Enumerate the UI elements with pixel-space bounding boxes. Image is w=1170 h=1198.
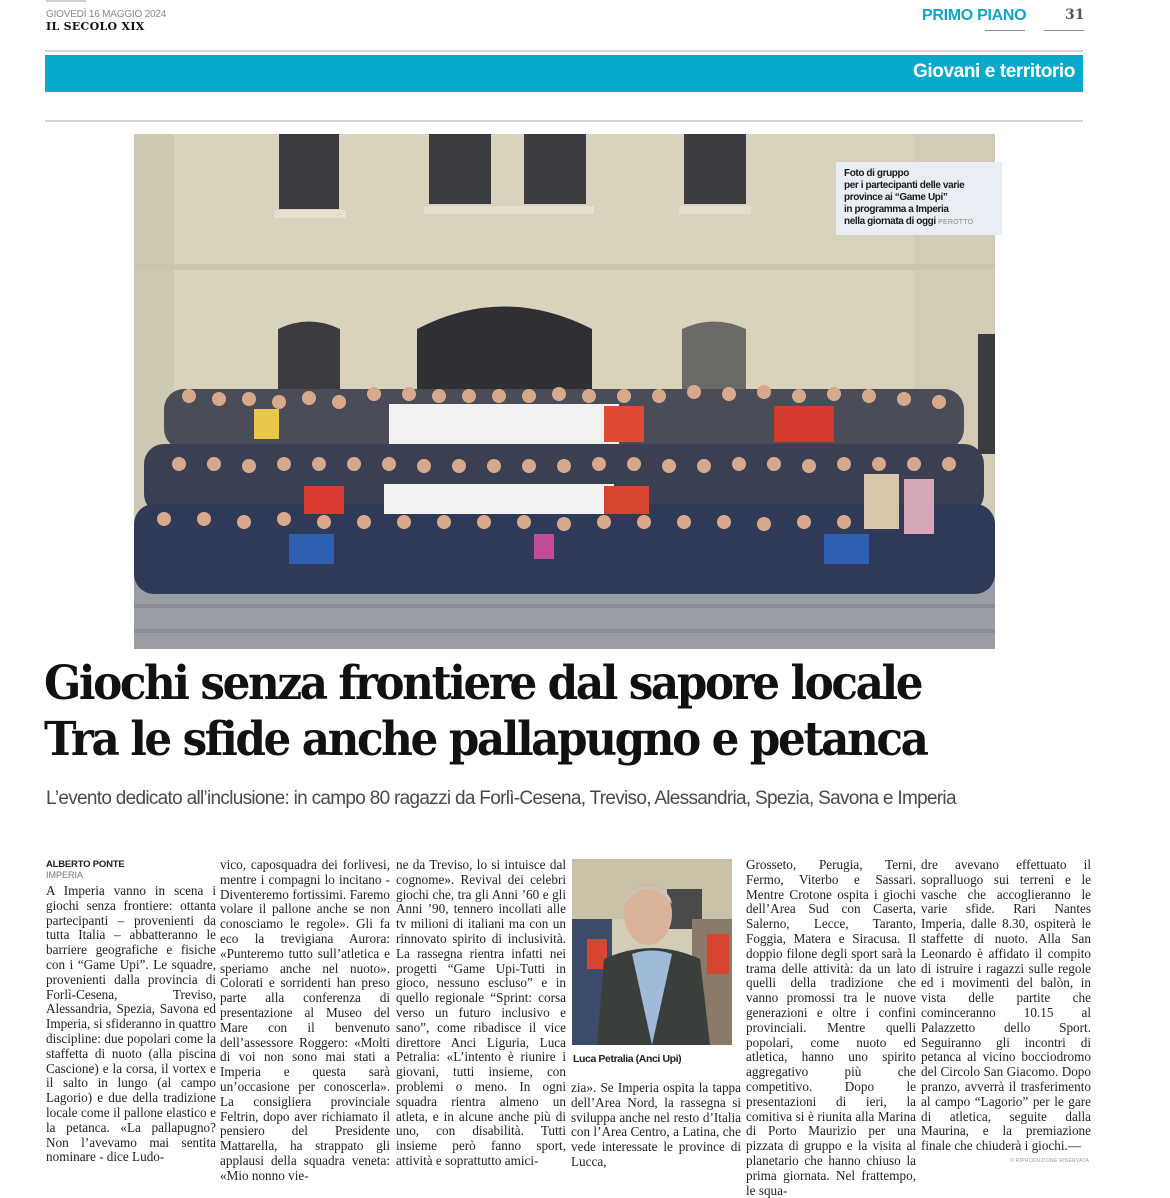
copyright-notice: © RIPRODUZIONE RISERVATA <box>1010 1158 1090 1164</box>
article-column-5: Grosseto, Perugia, Terni, Fermo, Viterbo e Sassari. Mentre Crotone ospita i giochi dell’Area Sud con Caserta, Salerno, Lecce, Taranto, Foggia, Matera e Siracusa. Il doppio filone degli sport sarà la trama delle attività: da un lato quelli della tradizione che vanno promossi tra le nuove generazioni e oltre i confini provinciali. Mentre quelli popolari, come nuoto ed atletica, hanno uno spirito aggregativo più che competitivo. Dopo le presentazioni di ieri, la comitiva si è riunita alla Marina di Porto Maurizio per una pizzata di gruppo e la visita al planetario che hanno chiuso la prima giornata. Nel frattempo, le squa- <box>746 857 916 1198</box>
photo-caption-line: nella giornata di oggi <box>844 216 936 227</box>
article-column-4: zia». Se Imperia ospita la tappa dell’Area Nord, la rassegna si sviluppa anche nel resto d’Italia con l’Area Centro, a Latina, che vede interessate le province di Lucca, <box>571 1080 741 1169</box>
article-column-3: ne da Treviso, lo si intuisce dal cognome». Revival dei celebri giochi che, tra gli Anni ’60 e gli Anni ’90, tennero incollati alle tv milioni di italiani ma con un rinnovato spirito di inclusività. La rassegna rientra infatti nei progetti “Game Upi-Tutti in gioco, nessuno escluso” e in quello regionale “Sprint: corsa verso un futuro inclusivo e sano”, come ribadisce il vice direttore Anci Liguria, Luca Petralia: «L’intento è riunire i giovani, tutti insieme, con problemi o meno. In ogni squadra rientra almeno un atleta, e in alcune anche più di uno, con disabilità. Tutti insieme però fanno sport, attività e soprattutto amici- <box>396 857 566 1168</box>
headline-line-2: Tra le sfide anche pallapugno e petanca <box>44 712 927 767</box>
section-underline <box>985 30 1025 31</box>
dateline: IMPERIA <box>46 870 84 880</box>
portrait-illustration <box>572 859 732 1045</box>
photo-caption <box>836 162 1002 235</box>
issue-date: GIOVEDÌ 16 MAGGIO 2024 <box>46 9 167 20</box>
photo-caption-line: Foto di gruppo <box>844 168 909 179</box>
pageno-underline <box>1044 30 1084 31</box>
photo-credit: PEROTTO <box>938 219 974 226</box>
headline-line-1: Giochi senza frontiere dal sapore locale <box>44 656 922 711</box>
photo-caption-line: province ai “Game Upi” <box>844 192 948 203</box>
inset-photo-caption: Luca Petralia (Anci Upi) <box>573 1053 682 1065</box>
divider-below-band <box>45 120 1083 122</box>
headline <box>44 656 1021 768</box>
photo-caption-line: per i partecipanti delle varie <box>844 180 965 191</box>
article-column-6: dre avevano effettuato il sopralluogo sui terreni e le vasche che accoglieranno le varie sfide. Rari Nantes Imperia, dalle 8.30, ospiterà le staffette di nuoto. Alla San Leonardo è affidato il compito di istruire i ragazzi sulle regole ed i movimenti del balòn, in vista delle partite che cominceranno 10.15 al Palazzetto dello Sport. Seguiranno gli incontri di petanca al vicino bocciodromo del Circolo San Giacomo. Dopo pranzo, avverrà il trasferimento al campo “Lagorio” per le gare di atletica, seguite dalla Maurina, e la premiazione finale che chiuderà i giochi.— <box>921 857 1091 1154</box>
masthead-rule <box>46 0 86 2</box>
section-band <box>45 55 1083 92</box>
section-label: PRIMO PIANO <box>922 7 1027 24</box>
inset-portrait-photo <box>572 859 732 1045</box>
subheadline: L’evento dedicato all’inclusione: in campo 80 ragazzi da Forlì-Cesena, Treviso, Alessandria, Spezia, Savona e Imperia <box>46 788 956 809</box>
photo-caption-line: in programma a Imperia <box>844 204 949 215</box>
page-number: 31 <box>1065 7 1085 23</box>
divider-top <box>45 50 1083 52</box>
article-column-1: A Imperia vanno in scena i giochi senza frontiere: ottanta partecipanti – provenienti da tutta Italia – abbatteranno le barriere geografiche e fisiche con i “Game Upi”. Le squadre, provenienti dalla provincia di Forlì-Cesena, Treviso, Alessandria, Spezia, Savona ed Imperia, si sfideranno in quattro discipline: due popolari come la staffetta di nuoto (alla piscina Cascione) e la corsa, il vortex e il salto in lungo (al campo Lagorio) e due della tradizione locale come il pallone elastico e la petanca. «La pallapugno? Non l’avevamo mai sentita nominare - dice Ludo- <box>46 883 216 1165</box>
newspaper-name: IL SECOLO XIX <box>46 20 145 33</box>
article-column-2: vico, caposquadra dei forlivesi, mentre i compagni lo incitano - Diventeremo fortissimi. Faremo volare il pallone anche se non conosciamo le regole». Gli fa eco la trevigiana Aurora: «Punteremo tutto sull’atletica e speriamo anche nel nuoto». Colorati e sorridenti han preso parte alla conferenza di presentazione al Museo del Mare con il benvenuto dell’assessore Roggero: «Molti di voi non sono mai stati a Imperia e questa sarà un’occasione per conoscerla». La consigliera provinciale Feltrin, dopo aver richiamato il pensiero del Presidente Mattarella, ha strappato gli applausi della squadra veneta: «Mio nonno vie- <box>220 857 390 1183</box>
section-band-label: Giovani e territorio <box>913 61 1075 82</box>
author: ALBERTO PONTE <box>46 859 125 870</box>
